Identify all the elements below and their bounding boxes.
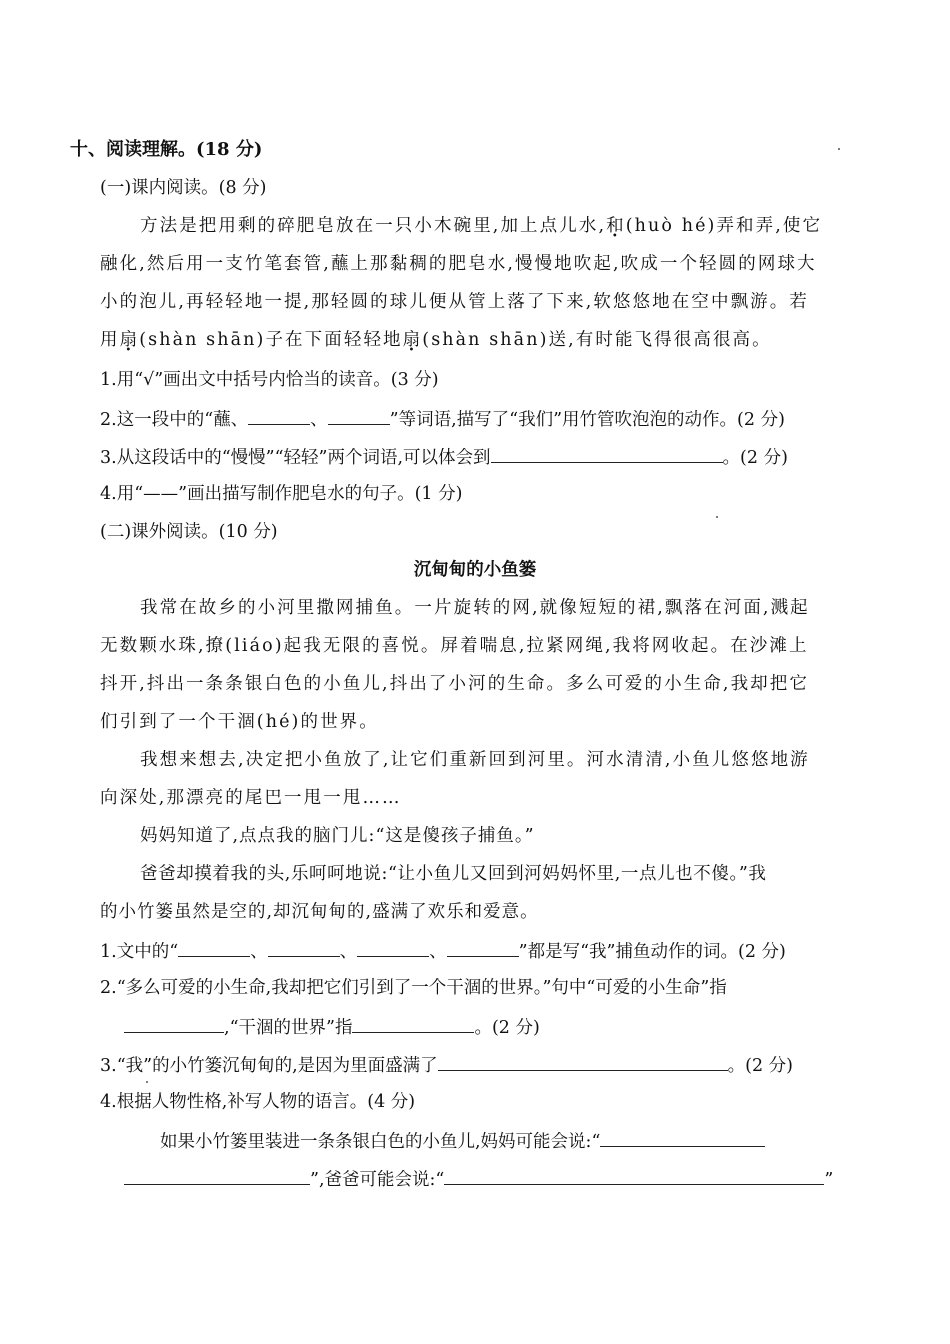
scan-speck xyxy=(716,516,718,518)
polyphone-shan-1: 扇 xyxy=(119,330,140,350)
part2-question-1: 1.文中的“ 、 、 、 ”都是写“我”捕鱼动作的词。(2 分) xyxy=(100,938,786,964)
answer-blank[interactable] xyxy=(438,1052,728,1071)
part1-question-3: 3.从这段话中的“慢慢”“轻轻”两个词语,可以体会到 。(2 分) xyxy=(100,444,788,470)
part2-question-4: 4.根据人物性格,补写人物的语言。(4 分) xyxy=(100,1092,416,1112)
part1-passage-line-2: 融化,然后用一支竹笔套管,蘸上那黏稠的肥皂水,慢慢地吹起,吹成一个轻圆的网球大 xyxy=(100,254,817,274)
part2-passage-line-9: 的小竹篓虽然是空的,却沉甸甸的,盛满了欢乐和爱意。 xyxy=(100,902,539,922)
scan-speck xyxy=(146,1081,148,1083)
part2-passage-line-2: 无数颗水珠,撩(liáo)起我无限的喜悦。屏着喘息,拉紧网绳,我将网收起。在沙滩上 xyxy=(100,636,809,656)
part2-question-3: 3.“我”的小竹篓沉甸甸的,是因为里面盛满了 。(2 分) xyxy=(100,1052,793,1078)
answer-blank[interactable] xyxy=(124,1166,310,1185)
answer-blank[interactable] xyxy=(352,1014,474,1033)
part1-passage-line-4: 用扇(shàn shān)子在下面轻轻地扇(shàn shān)送,有时能飞得很高很高。 xyxy=(100,330,772,350)
answer-blank[interactable] xyxy=(444,1166,824,1185)
part1-passage-line-1: 方法是把用剩的碎肥皂放在一只小木碗里,加上点儿水,和(huò hé)弄和弄,使它 xyxy=(140,216,823,236)
part2-passage-line-1: 我常在故乡的小河里撒网捕鱼。一片旋转的网,就像短短的裙,飘落在河面,溅起 xyxy=(140,598,810,618)
part2-passage-line-3: 抖开,抖出一条条银白色的小鱼儿,抖出了小河的生命。多么可爱的小生命,我却把它 xyxy=(100,674,809,694)
part1-question-1: 1.用“√”画出文中括号内恰当的读音。(3 分) xyxy=(100,370,439,390)
answer-blank[interactable] xyxy=(248,406,310,425)
answer-blank[interactable] xyxy=(268,938,340,957)
answer-blank[interactable] xyxy=(357,938,429,957)
polyphone-shan-2: 扇 xyxy=(402,330,423,350)
part2-heading: (二)课外阅读。(10 分) xyxy=(100,522,278,542)
answer-blank[interactable] xyxy=(124,1014,224,1033)
section-header: 十、阅读理解。(18 分) xyxy=(70,139,263,160)
part1-heading: (一)课内阅读。(8 分) xyxy=(100,178,267,198)
part2-passage-line-8: 爸爸却摸着我的头,乐呵呵地说:“让小鱼儿又回到河妈妈怀里,一点儿也不傻。”我 xyxy=(140,864,767,884)
part2-passage-line-4: 们引到了一个干涸(hé)的世界。 xyxy=(100,712,379,732)
answer-blank[interactable] xyxy=(328,406,390,425)
part2-question-4-line-2: ”,爸爸可能会说:“ ” xyxy=(124,1166,833,1192)
part2-question-4-line-1: 如果小竹篓里装进一条条银白色的小鱼儿,妈妈可能会说:“ xyxy=(160,1128,765,1154)
part2-passage-line-6: 向深处,那漂亮的尾巴一甩一甩…… xyxy=(100,788,402,808)
answer-blank[interactable] xyxy=(178,938,250,957)
scan-speck xyxy=(838,148,840,150)
part1-question-2: 2.这一段中的“蘸、 、 ”等词语,描写了“我们”用竹管吹泡泡的动作。(2 分) xyxy=(100,406,785,432)
part1-passage-line-3: 小的泡儿,再轻轻地一提,那轻圆的球儿便从管上落了下来,软悠悠地在空中飘游。若 xyxy=(100,292,809,312)
passage-title: 沉甸甸的小鱼篓 xyxy=(413,560,537,580)
answer-blank[interactable] xyxy=(491,444,723,463)
part2-passage-line-5: 我想来想去,决定把小鱼放了,让它们重新回到河里。河水清清,小鱼儿悠悠地游 xyxy=(140,750,810,770)
answer-blank[interactable] xyxy=(600,1128,765,1147)
part2-passage-line-7: 妈妈知道了,点点我的脑门儿:“这是傻孩子捕鱼。” xyxy=(140,826,535,846)
polyphone-he: 和 xyxy=(606,216,626,236)
answer-blank[interactable] xyxy=(447,938,519,957)
part1-question-4: 4.用“——”画出描写制作肥皂水的句子。(1 分) xyxy=(100,484,463,504)
part2-question-2-blanks: ,“干涸的世界”指 。(2 分) xyxy=(124,1014,540,1040)
part2-question-2: 2.“多么可爱的小生命,我却把它们引到了一个干涸的世界。”句中“可爱的小生命”指 xyxy=(100,978,727,998)
